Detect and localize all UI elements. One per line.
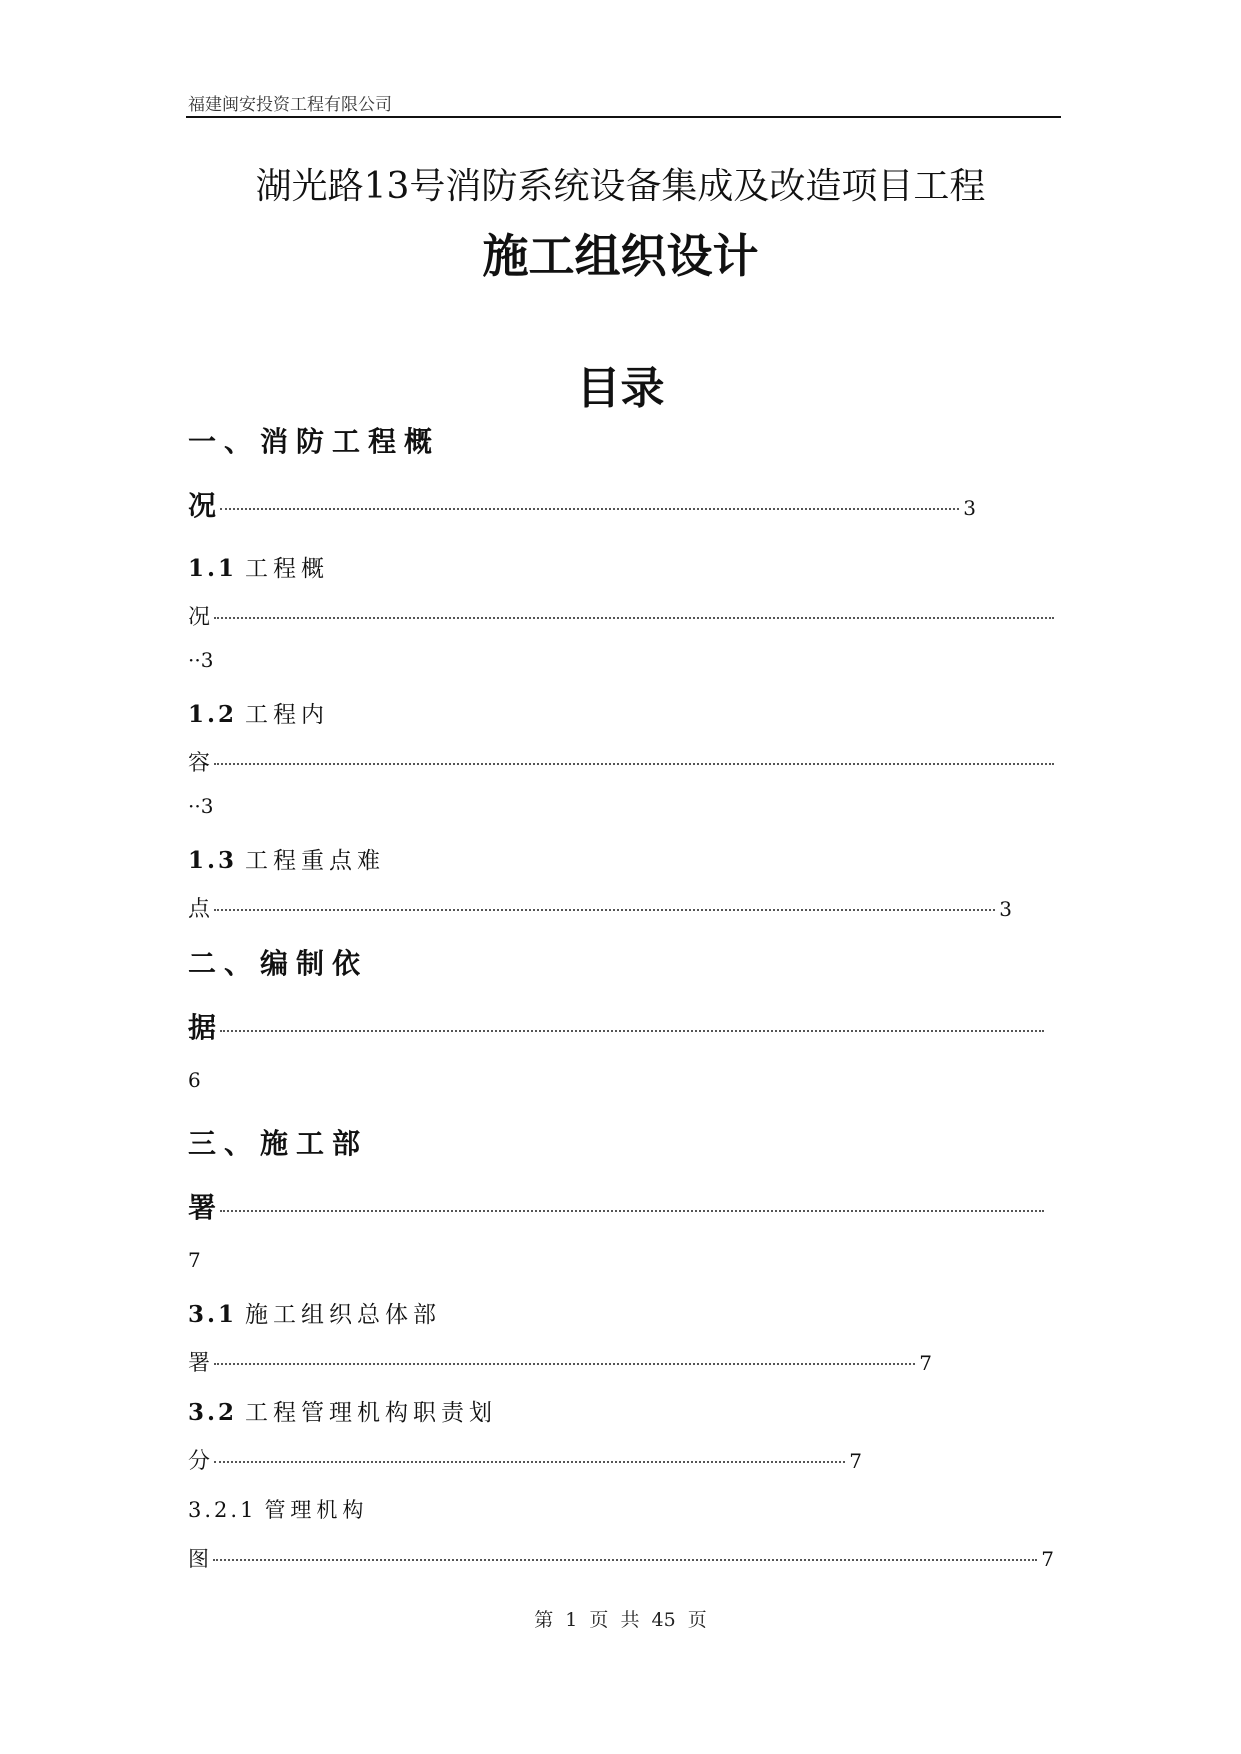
toc-page-number: 3 xyxy=(999,897,1012,921)
toc-page-number: ··3 xyxy=(188,794,214,818)
toc-page-number: 7 xyxy=(919,1351,932,1375)
toc-section-3-2-continuation: 分 xyxy=(188,1449,211,1474)
toc-section-3-2-1-continuation: 图 xyxy=(188,1547,209,1571)
dot-leader xyxy=(220,508,959,510)
toc-section-1-1-line[interactable] xyxy=(188,600,1058,631)
toc-page-number: 7 xyxy=(188,1248,201,1272)
dot-leader xyxy=(214,1461,845,1463)
toc-section-3-2-1-heading[interactable] xyxy=(188,1494,368,1524)
header-divider xyxy=(186,116,1061,118)
toc-section-3-1-continuation: 署 xyxy=(188,1351,211,1376)
dot-leader xyxy=(214,617,1054,619)
toc-section-3-2-1-line[interactable] xyxy=(188,1543,1054,1573)
toc-section-2-continuation: 据 xyxy=(188,1011,217,1044)
toc-section-1-continuation: 况 xyxy=(188,489,217,522)
dot-leader xyxy=(220,1030,1044,1032)
toc-page-number: 3 xyxy=(963,496,976,520)
toc-section-1-2-heading[interactable] xyxy=(188,696,329,729)
toc-section-1-2-continuation: 容 xyxy=(188,751,211,776)
toc-section-3-2-line[interactable] xyxy=(188,1444,862,1475)
header-company-name: 福建闽安投资工程有限公司 xyxy=(188,95,392,115)
toc-page-number: 6 xyxy=(188,1068,201,1092)
project-title: 湖光路13号消防系统设备集成及改造项目工程 xyxy=(255,166,986,207)
toc-section-number: 3.1 xyxy=(188,1301,238,1328)
toc-section-3-line[interactable] xyxy=(188,1186,1048,1226)
dot-leader xyxy=(220,1210,1044,1212)
footer-label: 页 xyxy=(687,1609,707,1631)
footer-total-pages: 45 xyxy=(651,1609,676,1631)
dot-leader xyxy=(214,1363,915,1365)
toc-section-1-3-heading[interactable] xyxy=(188,842,385,875)
toc-section-title: 工程重点难 xyxy=(245,848,386,874)
toc-section-1-3-continuation: 点 xyxy=(188,897,211,922)
toc-section-1-heading[interactable]: 一、消防工程概 xyxy=(188,425,441,458)
toc-section-2-line[interactable] xyxy=(188,1006,1048,1046)
toc-page-number: 7 xyxy=(1041,1547,1054,1571)
toc-section-number: 3.2.1 xyxy=(188,1498,257,1522)
page-footer xyxy=(0,1605,1241,1632)
dot-leader xyxy=(214,909,995,911)
footer-page-number: 1 xyxy=(565,1609,578,1631)
toc-section-1-3-line[interactable] xyxy=(188,892,1012,923)
toc-section-2-heading[interactable]: 二、编制依 xyxy=(188,947,369,980)
toc-section-number: 1.3 xyxy=(188,847,238,874)
toc-page-number: ··3 xyxy=(188,648,214,672)
footer-label: 页 共 xyxy=(589,1609,640,1631)
toc-section-number: 1.2 xyxy=(188,701,238,728)
toc-section-1-2-line[interactable] xyxy=(188,746,1058,777)
toc-section-1-1-continuation: 况 xyxy=(188,605,211,630)
footer-label: 第 xyxy=(534,1609,554,1631)
toc-section-number: 3.2 xyxy=(188,1399,238,1426)
toc-section-3-1-heading[interactable] xyxy=(188,1296,441,1329)
toc-section-1-1-heading[interactable] xyxy=(188,550,329,583)
toc-section-3-heading[interactable]: 三、施工部 xyxy=(188,1127,369,1160)
toc-section-1-line[interactable] xyxy=(188,484,976,524)
toc-section-number: 1.1 xyxy=(188,555,238,582)
toc-page-number: 7 xyxy=(849,1449,862,1473)
toc-section-title: 管理机构 xyxy=(264,1498,369,1522)
toc-section-3-1-line[interactable] xyxy=(188,1346,932,1377)
document-title: 施工组织设计 xyxy=(482,229,759,283)
toc-section-title: 工程概 xyxy=(245,556,330,582)
toc-heading: 目录 xyxy=(576,363,665,414)
toc-section-title: 工程管理机构职责划 xyxy=(245,1400,498,1426)
toc-section-title: 施工组织总体部 xyxy=(245,1302,442,1328)
dot-leader xyxy=(214,763,1054,765)
toc-section-3-continuation: 署 xyxy=(188,1191,217,1224)
dot-leader xyxy=(213,1559,1037,1561)
toc-section-3-2-heading[interactable] xyxy=(188,1394,497,1427)
toc-section-title: 工程内 xyxy=(245,702,330,728)
